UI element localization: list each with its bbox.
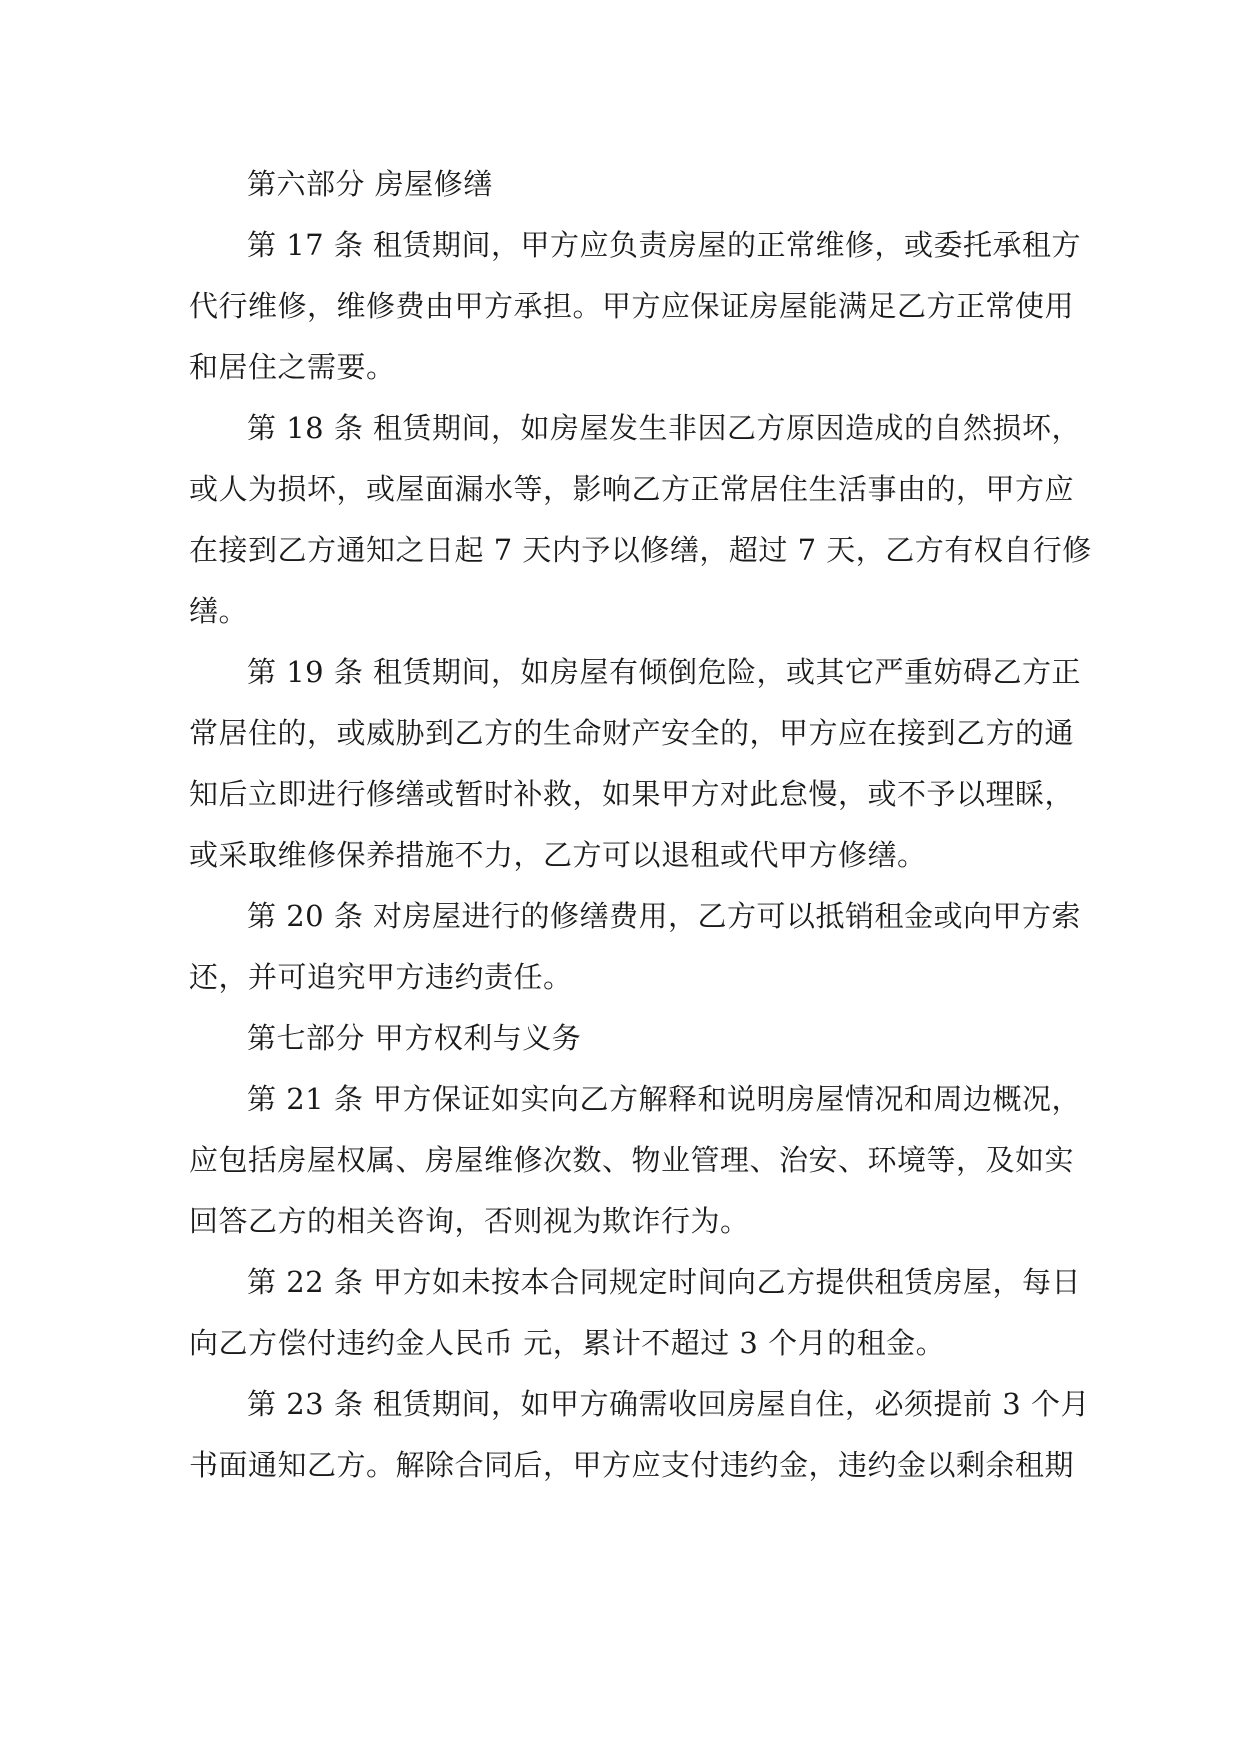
text-line: 还，并可追究甲方违约责任。 [189, 960, 573, 994]
text-line: 回答乙方的相关咨询，否则视为欺诈行为。 [189, 1204, 750, 1238]
text-line: 第 18 条 租赁期间，如房屋发生非因乙方原因造成的自然损坏， [247, 411, 1082, 445]
article-paragraph [189, 406, 1092, 650]
article-paragraph [189, 223, 1082, 406]
text-line: 应包括房屋权属、房屋维修次数、物业管理、治安、环境等，及如实 [189, 1143, 1075, 1177]
text-line: 代行维修，维修费由甲方承担。甲方应保证房屋能满足乙方正常使用 [189, 289, 1075, 323]
text-line: 知后立即进行修缮或暂时补救，如果甲方对此怠慢，或不予以理睬， [189, 777, 1075, 811]
text-line: 第七部分 甲方权利与义务 [247, 1021, 582, 1055]
text-line: 缮。 [189, 594, 249, 628]
text-line: 向乙方偿付违约金人民币 元，累计不超过 3 个月的租金。 [189, 1326, 946, 1360]
text-line: 或采取维修保养措施不力，乙方可以退租或代甲方修缮。 [189, 838, 927, 872]
article-paragraph [189, 650, 1082, 894]
article-paragraph [189, 1077, 1082, 1260]
text-line: 第 19 条 租赁期间，如房屋有倾倒危险，或其它严重妨碍乙方正 [247, 655, 1082, 689]
text-line: 第 22 条 甲方如未按本合同规定时间向乙方提供租赁房屋，每日 [247, 1265, 1082, 1299]
section-heading [189, 162, 1069, 223]
text-line: 第 17 条 租赁期间，甲方应负责房屋的正常维修，或委托承租方 [247, 228, 1082, 262]
article-paragraph [189, 1382, 1090, 1504]
article-paragraph [189, 894, 1082, 1016]
text-line: 书面通知乙方。解除合同后，甲方应支付违约金，违约金以剩余租期 [189, 1448, 1075, 1482]
text-line: 第 20 条 对房屋进行的修缮费用，乙方可以抵销租金或向甲方索 [247, 899, 1082, 933]
text-line: 第 23 条 租赁期间，如甲方确需收回房屋自住，必须提前 3 个月 [247, 1387, 1090, 1421]
section-heading [189, 1016, 1069, 1077]
text-line: 第 21 条 甲方保证如实向乙方解释和说明房屋情况和周边概况， [247, 1082, 1082, 1116]
text-line: 第六部分 房屋修缮 [247, 167, 493, 201]
document-body [189, 162, 1092, 1504]
text-line: 或人为损坏，或屋面漏水等，影响乙方正常居住生活事由的，甲方应 [189, 472, 1075, 506]
article-paragraph [189, 1260, 1082, 1382]
text-line: 和居住之需要。 [189, 350, 396, 384]
text-line: 在接到乙方通知之日起 7 天内予以修缮，超过 7 天，乙方有权自行修 [189, 533, 1092, 567]
text-line: 常居住的，或威胁到乙方的生命财产安全的，甲方应在接到乙方的通 [189, 716, 1075, 750]
